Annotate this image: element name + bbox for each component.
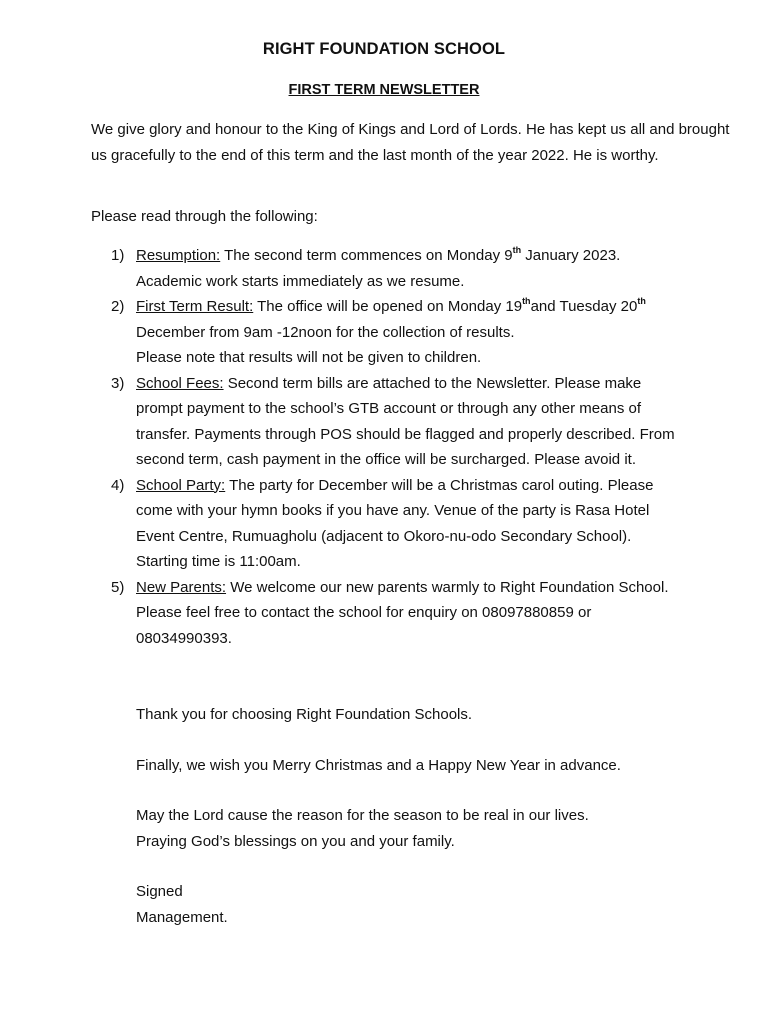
list-item-school-party <box>0 473 768 575</box>
item-number: 3) <box>111 374 125 392</box>
item-heading: School Fees: <box>136 374 224 392</box>
item-body <box>136 371 676 473</box>
item-heading: Resumption: <box>136 247 221 264</box>
item-text: Second term bills are attached to the Newsletter. Please make prompt payment to the school’s GTB account or through any other means of transfer. Payments through POS should be flagged and properly described. From second term, cash payment in the office will be surcharged. Please avoid it. <box>136 374 675 468</box>
school-name: RIGHT FOUNDATION SCHOOL <box>262 40 506 58</box>
signed-label: Signed <box>136 883 183 900</box>
item-text: Please note that results will not be given to children. <box>136 349 482 366</box>
item-heading: School Party: <box>136 476 226 494</box>
ordinal-suffix: th <box>522 296 531 306</box>
item-text: and Tuesday 20 <box>530 298 638 315</box>
item-text: The party for December will be a Christmas carol outing. Please come with your hymn books if you have any. Venue of the party is Rasa Hotel Event Centre, Rumuagholu (adjacent to Okoro-nu-odo Secondary School). Starting time is 11:00am. <box>136 476 654 570</box>
list-item-resumption <box>0 243 768 294</box>
item-text: December from 9am -12noon for the collection of results. <box>136 323 515 341</box>
item-body <box>136 243 676 294</box>
prayer-line: May the Lord cause the reason for the season to be real in our lives. <box>136 807 589 824</box>
item-body <box>136 473 676 575</box>
item-number: 4) <box>111 476 125 494</box>
closing-thanks: Thank you for choosing Right Foundation Schools. <box>136 706 473 723</box>
intro-lead: Please read through the following: <box>91 208 318 225</box>
item-number: 2) <box>111 298 125 315</box>
prayer-line: Praying God’s blessings on you and your family. <box>136 832 455 850</box>
signatory: Management. <box>136 908 228 926</box>
signature-block <box>136 879 736 930</box>
closing-prayer <box>136 803 736 854</box>
notice-list <box>0 243 768 651</box>
list-item-school-fees <box>0 371 768 473</box>
item-body <box>136 575 676 652</box>
item-heading: New Parents: <box>136 578 227 596</box>
item-text: We welcome our new parents warmly to Right Foundation School. Please feel free to contact the school for enquiry on 08097880859 or 08034990393. <box>136 578 669 647</box>
list-item-new-parents <box>0 575 768 652</box>
intro-paragraph: We give glory and honour to the King of Kings and Lord of Lords. He has kept us all and brought us gracefully to the end of this term and the last month of the year 2022. He is worthy. <box>91 121 730 164</box>
item-number: 5) <box>111 578 125 596</box>
ordinal-suffix: th <box>637 296 646 306</box>
closing-wishes: Finally, we wish you Merry Christmas and a Happy New Year in advance. <box>136 757 621 774</box>
list-item-first-term-result <box>0 294 768 371</box>
item-heading: First Term Result: <box>136 298 254 315</box>
ordinal-suffix: th <box>512 245 522 255</box>
item-number: 1) <box>111 247 125 264</box>
item-text: January 2023. Academic work starts immediately as we resume. <box>136 247 621 290</box>
item-body <box>136 294 676 371</box>
item-text: The second term commences on Monday 9 <box>220 247 513 264</box>
item-text: The office will be opened on Monday 19 <box>253 298 523 315</box>
newsletter-title: FIRST TERM NEWSLETTER <box>288 82 480 98</box>
